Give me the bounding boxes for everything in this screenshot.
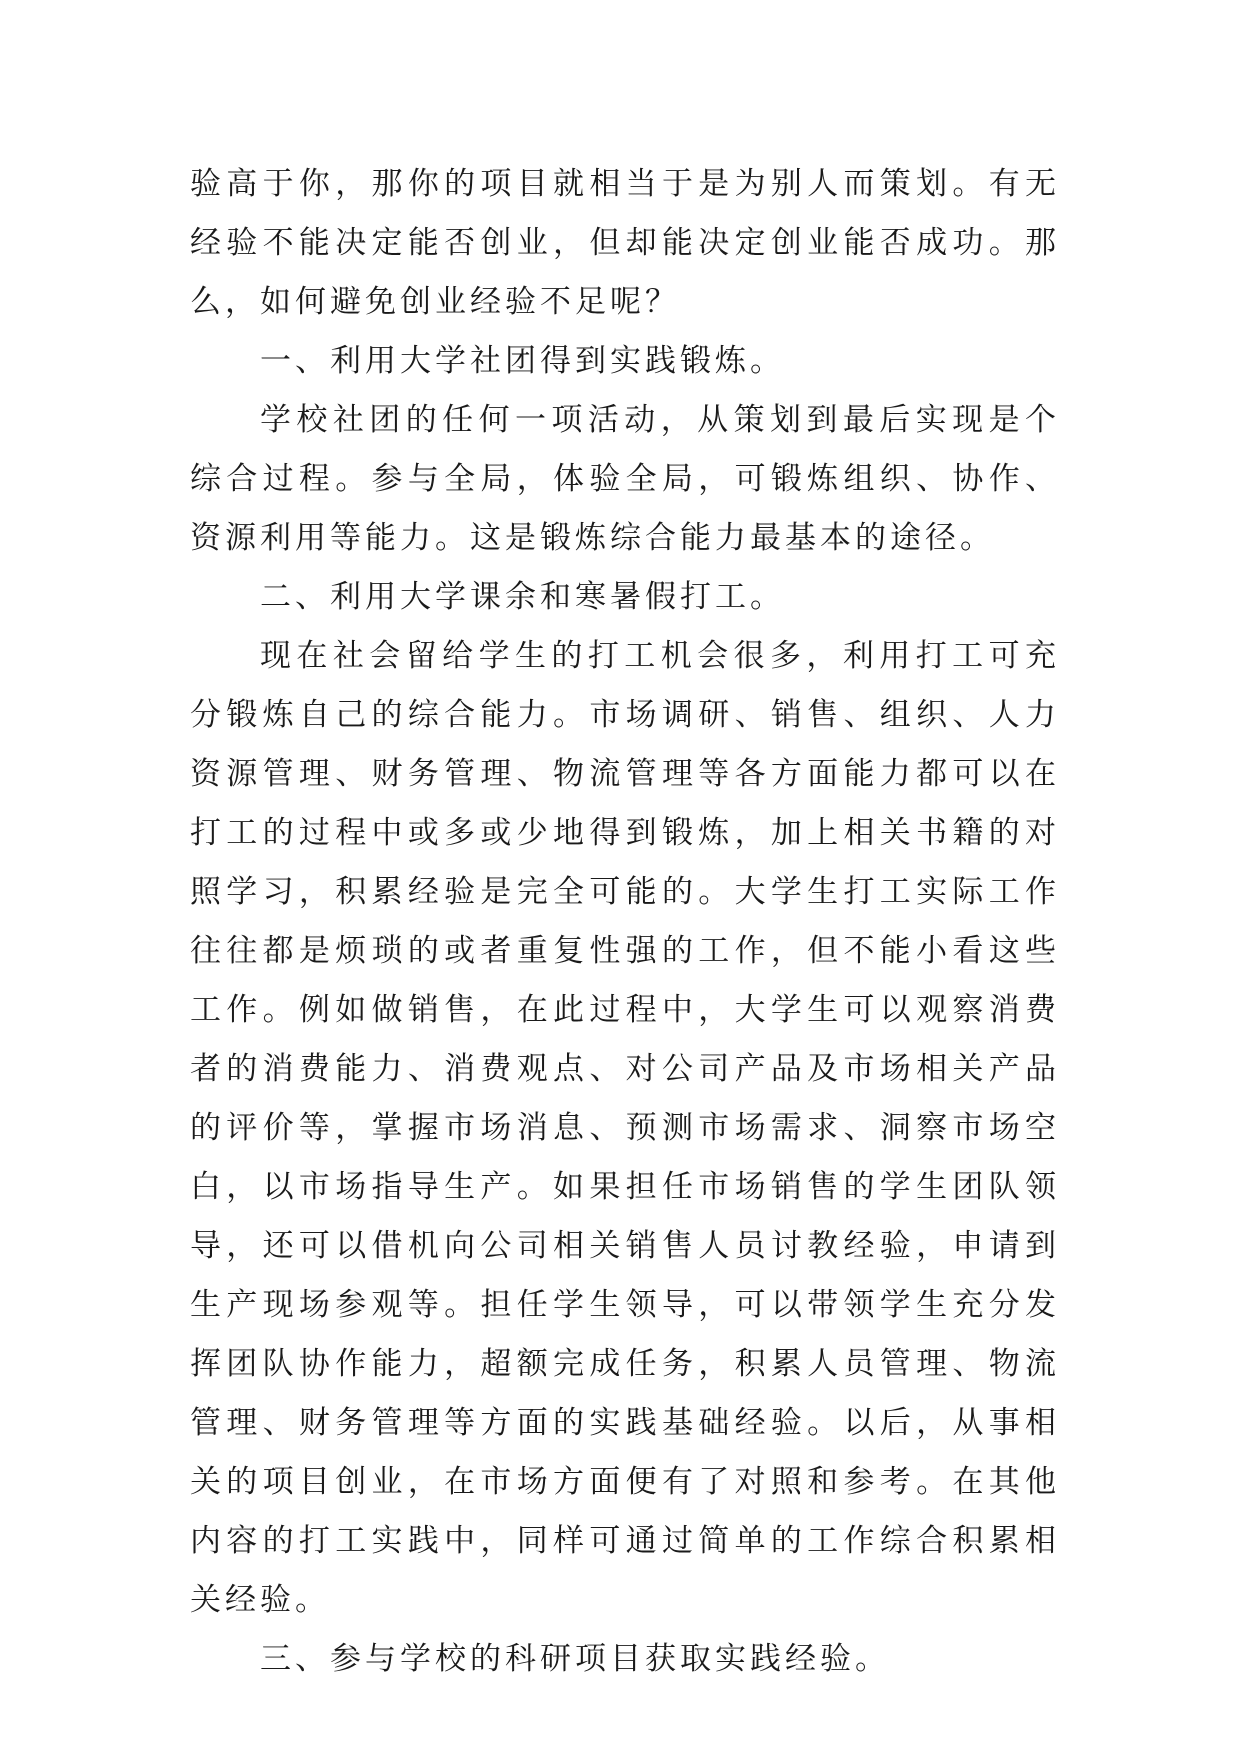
document-body: [190, 155, 1060, 1689]
paragraph-continued: 验高于你，那你的项目就相当于是为别人而策划。有无经验不能决定能否创业，但却能决定创业能否成功。那么，如何避免创业经验不足呢？: [190, 166, 1060, 320]
section-heading-2: 二、利用大学课余和寒暑假打工。: [260, 579, 785, 615]
paragraph-part-time-work: 现在社会留给学生的打工机会很多，利用打工可充分锻炼自己的综合能力。市场调研、销售、组织、人力资源管理、财务管理、物流管理等各方面能力都可以在打工的过程中或多或少地得到锻炼，加上相关书籍的对照学习，积累经验是完全可能的。大学生打工实际工作往往都是烦琐的或者重复性强的工作，但不能小看这些工作。例如做销售，在此过程中，大学生可以观察消费者的消费能力、消费观点、对公司产品及市场相关产品的评价等，掌握市场消息、预测市场需求、洞察市场空白，以市场指导生产。如果担任市场销售的学生团队领导，还可以借机向公司相关销售人员讨教经验，申请到生产现场参观等。担任学生领导，可以带领学生充分发挥团队协作能力，超额完成任务，积累人员管理、物流管理、财务管理等方面的实践基础经验。以后，从事相关的项目创业，在市场方面便有了对照和参考。在其他内容的打工实践中，同样可通过简单的工作综合积累相关经验。: [190, 638, 1060, 1618]
section-heading-3: 三、参与学校的科研项目获取实践经验。: [260, 1641, 890, 1677]
section-heading-1: 一、利用大学社团得到实践锻炼。: [260, 343, 785, 379]
paragraph-clubs: 学校社团的任何一项活动，从策划到最后实现是个综合过程。参与全局，体验全局，可锻炼组织、协作、资源利用等能力。这是锻炼综合能力最基本的途径。: [190, 402, 1060, 556]
